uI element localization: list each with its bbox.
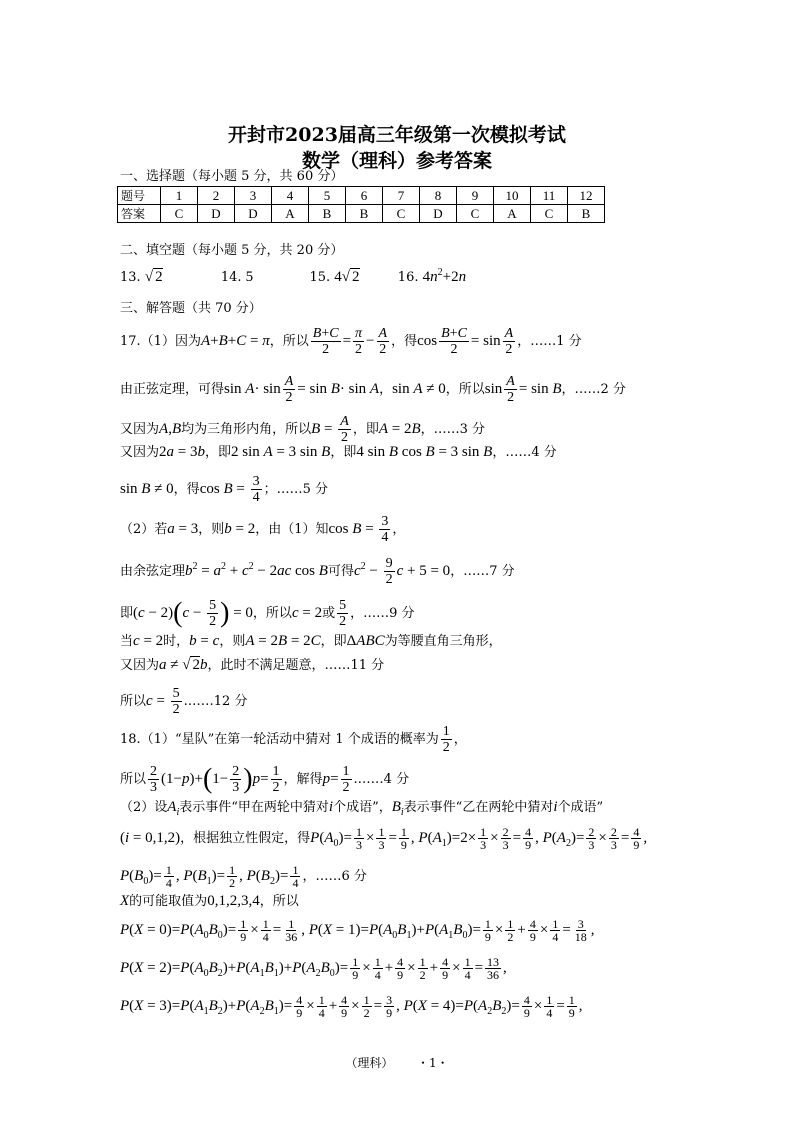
answer-cell: B [568,205,605,223]
section-heading-solve: 三、解答题（共 70 分） [120,301,262,316]
answer-cell: D [198,205,235,223]
answer-cell: C [161,205,198,223]
solution-line: $P(X = 2)=P(A_0B_2)+P(A_1B_1)+P(A_2B_0)=$ $\frac{1}{9}$ × $\frac{1}{4}$ + $\frac{4}{9}$ × $\frac{1}{2}$ + $\frac{4}{9}$ × $\frac{1}{4}$ = $\frac{13}{36}$ , [120,955,507,982]
section-heading-choice: 一、选择题（每小题 5 分，共 60 分） [120,169,344,184]
solution-line: 由正弦定理，可得sin A· sin $\frac{A}{2}$ = sin B· sin A，sin A ≠ 0，所以sin $\frac{A}{2}$ = sin B，……2 分 [120,374,626,405]
q16-label: 16. [397,270,419,285]
solution-line: 又因为2a = 3b，即2 sin A = 3 sin B，即4 sin B cos B = 3 sin B，……4 分 [120,444,557,460]
solution-line: 即(c − 2)(c − $\frac{5}{2}$ ) = 0，所以c = 2或 $\frac{5}{2}$ ，……9 分 [120,597,415,629]
q15-label: 15. [309,270,331,285]
answer-table [117,186,605,223]
solution-line: （2）设$A_i$表示事件“甲在两轮中猜对i个成语”，$B_i$表示事件“乙在两轮中猜对i个成语” [120,799,604,818]
document-title: 开封市2023届高三年级第一次模拟考试 [228,124,566,146]
solution-line: 所以 $\frac{2}{3}$ (1−p)+(1− $\frac{2}{3}$ )p= $\frac{1}{2}$ ，解得p= $\frac{1}{2}$ .……4 分 [120,763,410,795]
answer-cell: A [272,205,309,223]
answer-cell: C [383,205,420,223]
q13-answer: √ 2 [144,269,163,285]
answer-cell: C [531,205,568,223]
footer-label: （理科） [345,1056,394,1070]
solution-line: 18.（1）“星队”在第一轮活动中猜对 1 个成语的概率为 $\frac{1}{2}$ ， [120,724,467,755]
q14-label: 14. [220,270,242,285]
answer-cell: B [346,205,383,223]
answer-cell: D [420,205,457,223]
solution-line: X的可能取值为0,1,2,3,4，所以 [120,893,299,909]
solution-line: $P(X = 0)=P(A_0B_0)=$ $\frac{1}{9}$ × $\frac{1}{4}$ = $\frac{1}{36}$ , $P(X = 1)=P(A_0B_1)+P(A_1B_0)=$ $\frac{1}{9}$ × $\frac{1}{2}$ + $\frac{4}{9}$ × $\frac{1}{4}$ = $\frac{3}{18}$ , [120,917,595,944]
question-number: 12 [568,187,605,205]
question-number: 7 [383,187,420,205]
answer-cell: A [494,205,531,223]
question-number: 1 [161,187,198,205]
solution-line: $P(B_0)=$ $\frac{1}{4}$ , $P(B_1)=$ $\frac{1}{2}$ , $P(B_2)=$ $\frac{1}{4}$ ，……6 分 [120,863,367,890]
solution-line: $P(X = 3)=P(A_1B_2)+P(A_2B_1)=$ $\frac{4}{9}$ × $\frac{1}{4}$ + $\frac{4}{9}$ × $\frac{1}{2}$ = $\frac{3}{9}$ , $P(X = 4)=P(A_2B_2)=$ $\frac{4}{9}$ × $\frac{1}{4}$ = $\frac{1}{9}$ , [120,993,583,1020]
solution-line: 又因为A,B均为三角形内角，所以B = $\frac{A}{2}$ ，即A = 2B，……3 分 [120,414,486,445]
question-number: 8 [420,187,457,205]
solution-line: 又因为a ≠ √ 2b，此时不满足题意，……11 分 [120,657,385,673]
q15-answer: 4√ 2 [334,269,360,285]
solution-line: (i = 0,1,2)，根据独立性假定，得$P(A_0)=$ $\frac{1}{3}$ × $\frac{1}{3}$ = $\frac{1}{9}$ , $P(A_1)=2\times$ $\frac{1}{3}$ × $\frac{2}{3}$ = $\frac{4}{9}$ , $P(A_2)=$ $\frac{2}{3}$ × $\frac{2}{3}$ = $\frac{4}{9}$ , [120,825,648,852]
row-label-answer: 答案 [118,205,161,223]
question-number: 11 [531,187,568,205]
solution-line: 17.（1）因为A+B+C = π，所以 $\frac{B+C}{2}$ = $\frac{\pi}{2}$ − $\frac{A}{2}$ ，得cos $\frac{B+C}{2}$ = sin $\frac{A}{2}$ ，……1 分 [120,326,582,357]
table-row [118,187,605,205]
answer-cell: C [457,205,494,223]
q13-label: 13. [120,270,141,285]
question-number: 6 [346,187,383,205]
answer-cell: D [235,205,272,223]
question-number: 3 [235,187,272,205]
document-subtitle: 数学（理科）参考答案 [301,150,492,172]
question-number: 4 [272,187,309,205]
section-heading-fill: 二、填空题（每小题 5 分，共 20 分） [120,243,344,258]
solution-line: sin B ≠ 0，得cos B = $\frac{3}{4}$ ；……5 分 [120,474,328,505]
question-number: 5 [309,187,346,205]
table-row [118,205,605,223]
solution-line: 由余弦定理$b^2 = a^2 + c^2 - 2ac$ cos B可得$c^2$ − $\frac{9}{2}$ c + 5 = 0，……7 分 [120,556,515,587]
solution-line: 当c = 2时，b = c，则A = 2B = 2C，即ΔABC为等腰直角三角形， [120,633,502,649]
row-label-question: 题号 [118,187,161,205]
q16-answer: $4n^2+2n$ [422,267,467,285]
question-number: 9 [457,187,494,205]
fill-answers [120,264,466,287]
answer-cell: B [309,205,346,223]
question-number: 10 [494,187,531,205]
page-number: ・1・ [417,1056,449,1070]
solution-line: 所以c = $\frac{5}{2}$ .……12 分 [120,686,248,717]
solution-line: （2）若a = 3，则b = 2，由（1）知cos B = $\frac{3}{4}$ ， [120,514,406,545]
question-number: 2 [198,187,235,205]
page-footer [0,1054,794,1071]
q14-answer: 5 [245,269,254,285]
